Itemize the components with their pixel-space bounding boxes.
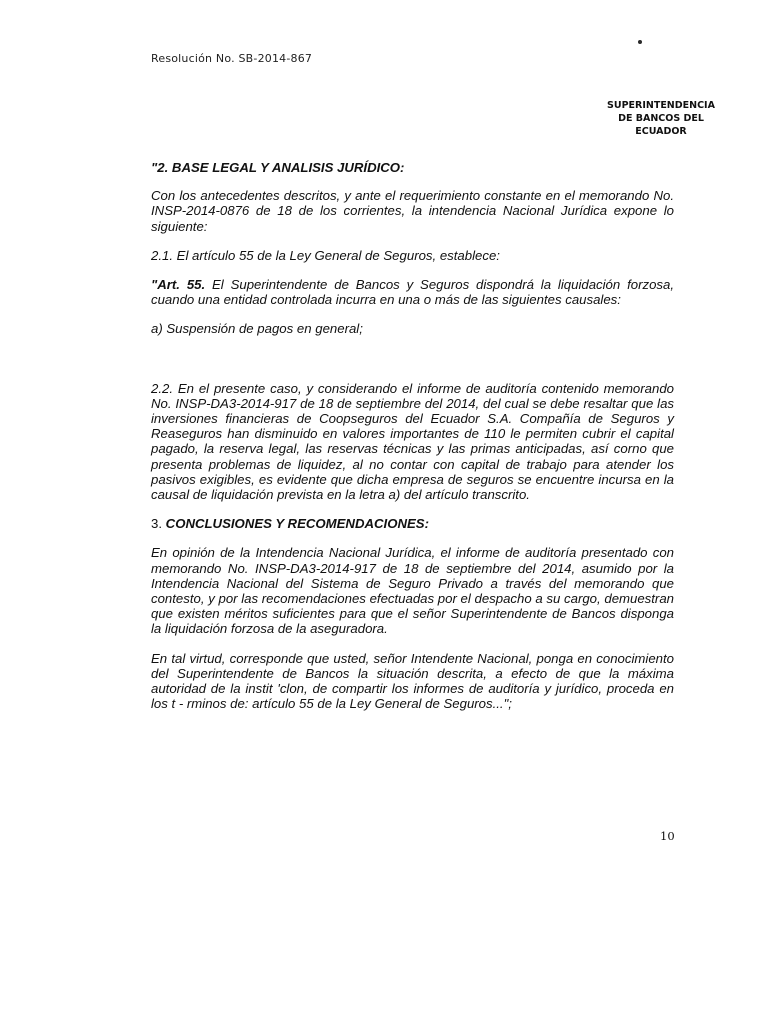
article-text: El Superintendente de Bancos y Seguros dispondrá la liquidación forzosa, cuando una entidad controlada incurra en una o más de las siguientes causales: xyxy=(151,277,674,308)
page-number: 10 xyxy=(660,829,675,843)
organization-line-2: DE BANCOS DEL xyxy=(618,113,704,124)
organization-line-3: ECUADOR xyxy=(635,126,687,137)
resolution-number: Resolución No. SB-2014-867 xyxy=(151,52,313,65)
paragraph-recommendation: En tal virtud, corresponde que usted, señor Intendente Nacional, ponga en conocimiento del Superintendente de Bancos la situación descrita, a efecto de que la máxima autoridad de la instit 'clon, de compartir los informes de auditoría y jurídico, proceda en los t - rminos de: artículo 55 de la Ley General de Seguros..."; xyxy=(151,650,674,712)
paragraph-conclusion: En opinión de la Intendencia Nacional Jurídica, el informe de auditoría presentado con memorando No. INSP-DA3-2014-917 de 18 de septiembre del 2014, asumido por la Intendencia Nacional del Sistema de Seguro Privado a través del memorando que contesto, y por las recomendaciones efectuadas por el despacho a su cargo, demuestran que existen méritos suficientes para que el señor Superintendente de Bancos disponga la liquidación forzosa de la aseguradora. xyxy=(151,545,674,637)
mark-dot xyxy=(638,40,642,44)
section-3-heading xyxy=(151,516,674,531)
section-2-heading: "2. BASE LEGAL Y ANALISIS JURÍDICO: xyxy=(151,160,405,175)
paragraph-background: Con los antecedentes descritos, y ante el requerimiento constante en el memorando No. INSP-2014-0876 de 18 de los corrientes, la intendencia Nacional Jurídica expone lo siguiente: xyxy=(151,188,674,234)
section-3-title: CONCLUSIONES Y RECOMENDACIONES: xyxy=(162,516,429,532)
organization-name xyxy=(604,99,718,138)
paragraph-case-analysis: 2.2. En el presente caso, y considerando el informe de auditoría contenido memorando No. INSP-DA3-2014-917 de 18 de septiembre del 2014, del cual se debe resaltar que las inversiones financieras de Coopseguros del Ecuador S.A. Compañía de Seguros y Reaseguros han disminuido en valores importantes de 110 le permiten cubrir el capital pagado, la reserva legal, las reservas técnicas y las primas anticipadas, así corno que presenta problemas de liquidez, al no contar con capital de trabajo para atender los pasivos exigibles, es evidente que dicha empresa de seguros se encuentre incursa en la causal de liquidación prevista en la letra a) del artículo transcrito. xyxy=(151,380,674,503)
paragraph-article-reference: 2.1. El artículo 55 de la Ley General de Seguros, establece: xyxy=(151,247,500,263)
document-body xyxy=(151,160,674,711)
item-a: a) Suspensión de pagos en general; xyxy=(151,321,363,337)
article-quote xyxy=(151,277,674,307)
organization-line-1: SUPERINTENDENCIA xyxy=(607,100,715,111)
section-3-number: 3. xyxy=(151,516,162,532)
article-label: "Art. 55. xyxy=(151,277,206,293)
